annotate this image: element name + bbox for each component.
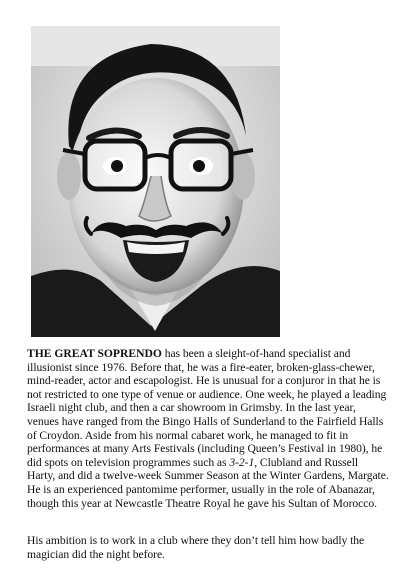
performer-name: THE GREAT SOPRENDO [27, 347, 162, 360]
tv-show-title: 3-2-1, [229, 455, 258, 469]
biography-text-part-2: Clubland and Russell Harty, and did a twelve-week Summer Season at the Winter Gardens, Margate. He is an experienced pantomime performer, usually in the role of Abanazar, though this year at Newcastle Theatre Royal he gave his Sultan of Morocco. [27, 455, 389, 510]
biography-paragraph [27, 347, 389, 510]
ambition-paragraph: His ambition is to work in a club where they don’t tell him how badly the magician did the night before. [27, 534, 365, 561]
portrait-illustration [31, 26, 280, 337]
biography-text-part-1: has been a sleight-of-hand specialist and illusionist since 1976. Before that, he was a fire-eater, broken-glass-chewer, mind-reader, actor and escapologist. He is unusual for a conjuror in that he is not restricted to one type of venue or audience. One week, he played a leading Israeli night club, and then a car showroom in Grimsby. In the last year, venues have ranged from the Bingo Halls of Sunderland to the Fairfield Halls of Croydon. Aside from his normal cabaret work, he managed to fit in performances at many Arts Festivals (including Queen’s Festival in 1980), he did spots on television programmes such as [27, 347, 387, 469]
portrait-photo [31, 26, 280, 337]
